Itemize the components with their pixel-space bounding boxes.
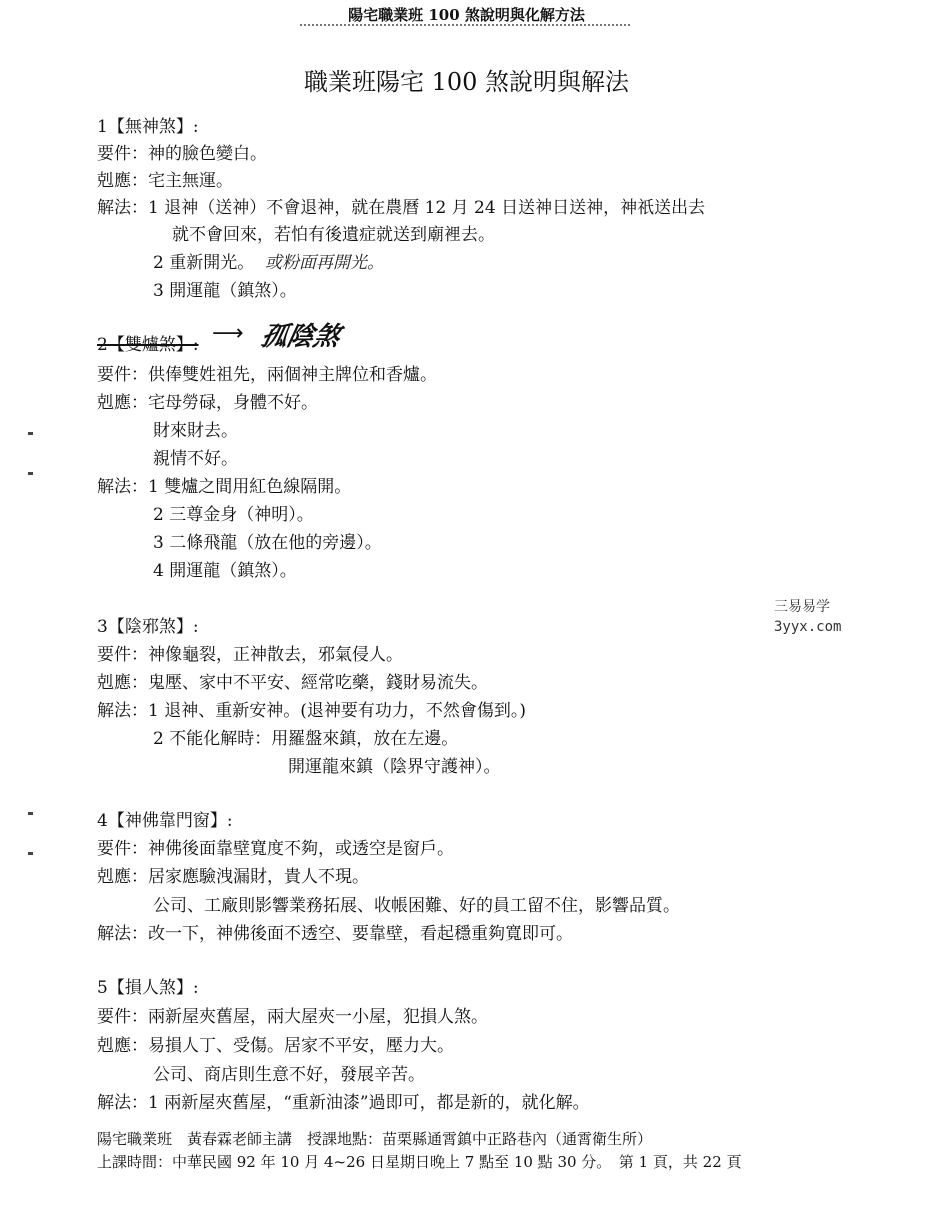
section-line: 剋應：宅母勞碌，身體不好。	[97, 393, 318, 413]
section-line: 4 開運龍（鎮煞）。	[153, 561, 297, 581]
section-line: 要件：神的臉色變白。	[97, 144, 267, 164]
scan-speck	[28, 852, 33, 855]
section-heading-struck: 2【雙爐煞】:	[97, 335, 199, 355]
section-heading: 5【損人煞】:	[97, 978, 199, 998]
section-line: 要件：神像龜裂，正神散去，邪氣侵人。	[97, 645, 403, 665]
scan-speck	[28, 472, 33, 475]
watermark-url: 3yyx.com	[774, 619, 842, 635]
section-line: 公司、商店則生意不好，發展辛苦。	[153, 1065, 425, 1085]
section-line: 公司、工廠則影響業務拓展、收帳困難、好的員工留不住，影響品質。	[153, 896, 680, 916]
section-line: 剋應：居家應驗洩漏財，貴人不現。	[97, 867, 369, 887]
section-line: 2 重新開光。	[153, 253, 255, 273]
handwritten-note: 或粉面再開光。	[265, 253, 384, 273]
scan-speck	[28, 812, 33, 815]
section-line: 就不會回來，若怕有後遺症就送到廟裡去。	[172, 225, 495, 245]
page-title: 職業班陽宅 100 煞說明與解法	[303, 68, 630, 96]
section-heading: 3【陰邪煞】:	[97, 617, 199, 637]
section-line: 剋應：鬼壓、家中不平安、經常吃藥，錢財易流失。	[97, 673, 488, 693]
section-line: 要件：兩新屋夾舊屋，兩大屋夾一小屋，犯損人煞。	[97, 1007, 488, 1027]
section-line: 要件：供俸雙姓祖先，兩個神主牌位和香爐。	[97, 365, 437, 385]
section-line: 親情不好。	[153, 449, 238, 469]
footer-line-2: 上課時間：中華民國 92 年 10 月 4~26 日星期日晚上 7 點至 10 點 30 分。 第 1 頁，共 22 頁	[97, 1153, 742, 1171]
section-line: 3 開運龍（鎮煞）。	[153, 281, 297, 301]
handwritten-correction: 孤陰煞	[258, 322, 343, 352]
header-divider	[300, 24, 630, 30]
scan-speck	[28, 432, 33, 435]
section-line: 解法：改一下，神佛後面不透空、要靠壁，看起穩重夠寬即可。	[97, 924, 573, 944]
watermark-text: 三易易学	[774, 599, 830, 615]
section-line: 開運龍來鎮（陰界守護神）。	[288, 757, 501, 777]
section-line: 解法：1 退神（送神）不會退神，就在農曆 12 月 24 日送神日送神，神祇送出去	[97, 198, 706, 218]
section-heading: 1【無神煞】:	[97, 117, 199, 137]
section-line: 財來財去。	[153, 421, 238, 441]
section-heading: 4【神佛靠門窗】:	[97, 811, 233, 831]
section-line: 2 不能化解時：用羅盤來鎮，放在左邊。	[153, 729, 459, 749]
section-line: 解法：1 退神、重新安神。(退神要有功力，不然會傷到。)	[97, 701, 526, 721]
section-line: 解法：1 雙爐之間用紅色線隔開。	[97, 477, 352, 497]
handwritten-arrow-icon: ⟶	[212, 321, 244, 346]
section-line: 2 三尊金身（神明）。	[153, 505, 314, 525]
section-line: 3 二條飛龍（放在他的旁邊）。	[153, 533, 382, 553]
section-line: 解法：1 兩新屋夾舊屋，“重新油漆”過即可，都是新的，就化解。	[97, 1093, 590, 1113]
running-header: 陽宅職業班 100 煞說明與化解方法	[348, 6, 585, 24]
section-line: 剋應：易損人丁、受傷。居家不平安，壓力大。	[97, 1036, 454, 1056]
footer-line-1: 陽宅職業班 黃春霖老師主講 授課地點：苗栗縣通霄鎮中正路巷內（通霄衛生所）	[97, 1130, 653, 1148]
section-line: 剋應：宅主無運。	[97, 171, 233, 191]
section-line: 要件：神佛後面靠壁寬度不夠，或透空是窗戶。	[97, 839, 454, 859]
